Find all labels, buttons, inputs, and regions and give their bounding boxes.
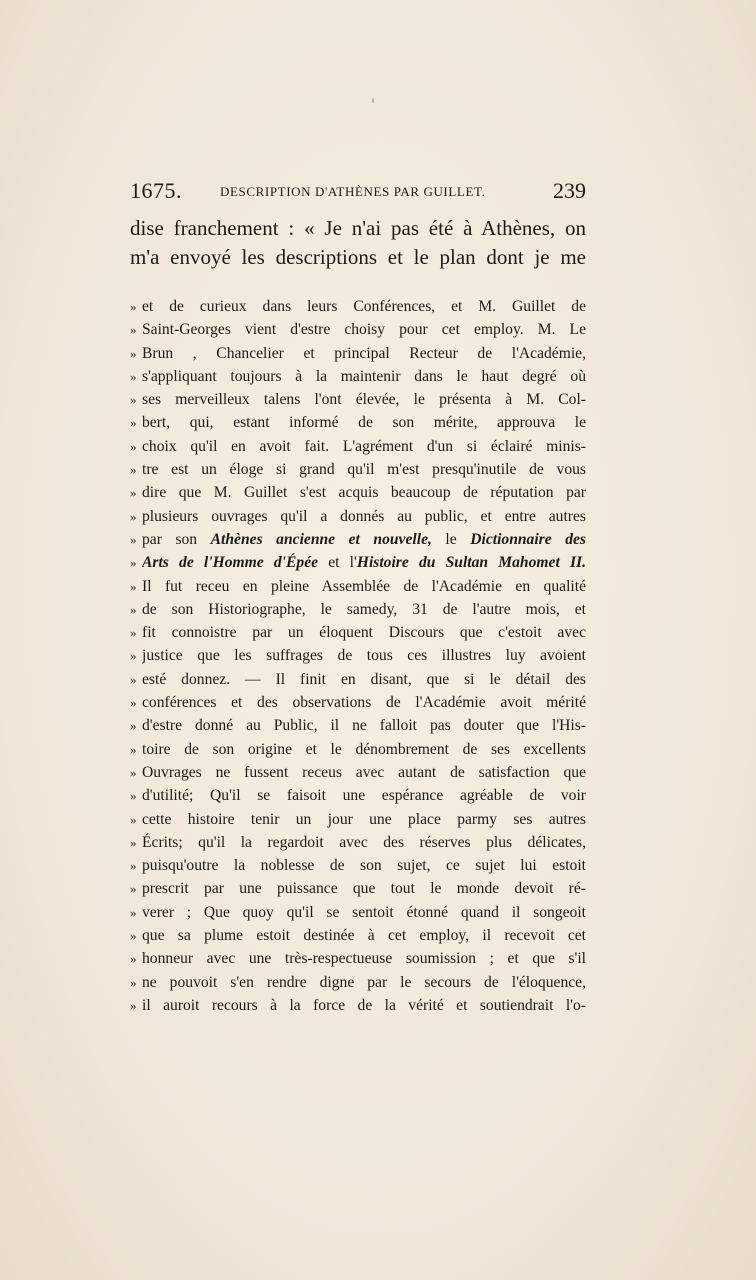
quote-mark: » [130, 578, 137, 594]
quote-text-segment: justice que les suffrages de tous ces illustres luy avoient [142, 647, 586, 665]
quote-text-segment: Saint-Georges vient d'estre choisy pour cet employ. M. Le [142, 321, 586, 339]
quote-text-segment: tre est un éloge si grand qu'il m'est presqu'inutile de vous [142, 461, 586, 479]
quote-line-text [142, 598, 586, 621]
quote-line-text [142, 994, 586, 1017]
quote-line-text [142, 854, 586, 877]
quote-mark: » [130, 718, 137, 734]
quote-line [130, 947, 586, 970]
quote-line-text [142, 971, 586, 994]
running-head-year: 1675. [130, 178, 182, 203]
quote-text-segment: cette histoire tenir un jour une place parmy ses autres [142, 810, 586, 828]
quote-line [130, 714, 586, 737]
quote-line [130, 342, 586, 365]
quote-text-segment: d'estre donné au Public, il ne falloit pas douter que l'His- [142, 717, 586, 735]
quote-text-segment: honneur avec une très-respectueuse soumission ; et que s'il [142, 950, 586, 968]
quote-line-text [142, 738, 586, 761]
quote-mark: » [130, 345, 137, 361]
quote-mark: » [130, 834, 137, 850]
quote-mark: » [130, 392, 137, 408]
body-text [130, 214, 586, 272]
quote-mark: » [130, 485, 137, 501]
quote-text-segment: ses merveilleux talens l'ont élevée, le présenta à M. Col- [142, 391, 586, 409]
running-head [130, 178, 586, 206]
quote-mark: » [130, 881, 137, 897]
quote-text-segment: dire que M. Guillet s'est acquis beaucoup de réputation par [142, 484, 586, 502]
quote-mark: » [130, 648, 137, 664]
quote-line [130, 318, 586, 341]
quote-text-segment: et de curieux dans leurs Conférences, et M. Guillet de [142, 298, 586, 315]
quote-text-segment: choix qu'il en avoit fait. L'agrément d'un si éclairé minis- [142, 437, 586, 455]
quote-line [130, 505, 586, 528]
quote-line [130, 668, 586, 691]
quote-line [130, 877, 586, 900]
quote-mark: » [130, 904, 137, 920]
quote-mark: » [130, 601, 137, 617]
quote-mark: » [130, 811, 137, 827]
quote-mark: » [130, 415, 137, 431]
quote-line-text [142, 365, 586, 388]
quote-line-text [142, 784, 586, 807]
quote-line-text [142, 435, 586, 458]
paper-speck [372, 98, 374, 103]
quote-line [130, 551, 586, 574]
quote-text-segment: Dictionnaire des [470, 530, 586, 548]
quote-text-segment: de son Historiographe, le samedy, 31 de l'autre mois, et [142, 600, 586, 618]
quote-line-text [142, 947, 586, 970]
quote-text-segment: fit connoistre par un éloquent Discours que c'estoit avec [142, 624, 586, 642]
quote-line [130, 924, 586, 947]
page-number: 239 [553, 178, 586, 203]
quote-mark: » [130, 997, 137, 1013]
quote-mark: » [130, 438, 137, 454]
quote-line-text [142, 808, 586, 831]
quote-mark: » [130, 951, 137, 967]
quote-line-text [142, 458, 586, 481]
quote-line [130, 621, 586, 644]
running-head-title: DESCRIPTION D'ATHÈNES PAR GUILLET. [220, 184, 486, 199]
quote-text-segment: que sa plume estoit destinée à cet employ, il recevoit cet [142, 927, 586, 945]
quote-line [130, 598, 586, 621]
quote-text-segment: Ouvrages ne fussent receus avec autant de satisfaction que [142, 763, 586, 781]
quote-line [130, 831, 586, 854]
quote-line-text [142, 505, 586, 528]
quote-mark: » [130, 974, 137, 990]
quote-line [130, 365, 586, 388]
quote-line-text [142, 481, 586, 504]
quote-text-segment: puisqu'outre la noblesse de son sujet, ce sujet lui estoit [142, 857, 586, 875]
quote-line-text [142, 342, 586, 365]
quote-mark: » [130, 858, 137, 874]
quote-line-text [142, 388, 586, 411]
quote-text-segment: toire de son origine et le dénombrement de ses excellents [142, 740, 586, 758]
quote-line-text [142, 318, 586, 341]
quote-line-text [142, 644, 586, 667]
quote-text-segment: par son [142, 530, 211, 548]
quote-line-text [142, 551, 586, 574]
quote-line [130, 761, 586, 784]
quote-mark: » [130, 368, 137, 384]
quote-text-segment: Il fut receu en pleine Assemblée de l'Académie en qualité [142, 577, 586, 595]
quote-line [130, 808, 586, 831]
quote-text-segment: Écrits; qu'il la regardoit avec des réserves plus délicates, [142, 833, 586, 851]
quoted-passage [130, 295, 586, 1017]
quote-line-text [142, 575, 586, 598]
quote-text-segment: il auroit recours à la force de la vérité et soutiendrait l'o- [142, 996, 586, 1014]
quote-mark: » [130, 671, 137, 687]
quote-text-segment: et l' [318, 554, 357, 572]
quote-text-segment: prescrit par une puissance que tout le monde devoit ré- [142, 880, 586, 898]
quote-line-text [142, 668, 586, 691]
quote-line [130, 854, 586, 877]
quote-line-text [142, 924, 586, 947]
quote-text-segment: plusieurs ouvrages qu'il a donnés au public, et entre autres [142, 507, 586, 525]
quote-text-segment: conférences et des observations de l'Académie avoit mérité [142, 694, 586, 712]
quote-mark: » [130, 625, 137, 641]
quote-text-segment: verer ; Que quoy qu'il se sentoit étonné quand il songeoit [142, 903, 586, 921]
quote-line [130, 388, 586, 411]
quote-line [130, 458, 586, 481]
quote-line [130, 994, 586, 1017]
quote-line [130, 691, 586, 714]
quote-mark: » [130, 322, 137, 338]
quote-mark: » [130, 788, 137, 804]
quote-text-segment: Arts de l'Homme d'Épée [142, 554, 319, 572]
quote-line-text [142, 621, 586, 644]
quote-line [130, 971, 586, 994]
quote-line-text [142, 411, 586, 434]
quote-mark: » [130, 764, 137, 780]
quote-line-text [142, 295, 586, 318]
quote-mark: » [130, 695, 137, 711]
quote-line [130, 481, 586, 504]
quote-text-segment: bert, qui, estant informé de son mérite, approuva le [142, 414, 586, 432]
quote-line [130, 528, 586, 551]
quote-text-segment: esté donnez. — Il finit en disant, que si le détail des [142, 670, 586, 688]
quote-line-text [142, 877, 586, 900]
quote-line [130, 411, 586, 434]
quote-line [130, 784, 586, 807]
quote-line-text [142, 901, 586, 924]
quote-mark: » [130, 741, 137, 757]
quote-text-segment: s'appliquant toujours à la maintenir dans le haut degré où [142, 367, 586, 385]
body-line: m'a envoyé les descriptions et le plan dont je me [130, 245, 586, 269]
quote-line [130, 738, 586, 761]
quote-text-segment: Athènes ancienne et nouvelle, [210, 530, 432, 548]
quote-mark: » [130, 508, 137, 524]
quote-line-text [142, 691, 586, 714]
quote-text-segment: Histoire du Sultan Mahomet II. [356, 554, 586, 572]
quote-line-text [142, 831, 586, 854]
quote-line [130, 901, 586, 924]
quote-line [130, 435, 586, 458]
quote-line [130, 575, 586, 598]
quote-line [130, 295, 586, 318]
quote-mark: » [130, 531, 137, 547]
quote-text-segment: d'utilité; Qu'il se faisoit une espérance agréable de voir [142, 787, 586, 805]
quote-text-segment: Brun , Chancelier et principal Recteur de l'Académie, [142, 344, 586, 362]
body-line: dise franchement : « Je n'ai pas été à Athènes, on [130, 216, 586, 240]
quote-line-text [142, 528, 586, 551]
quote-line-text [142, 714, 586, 737]
quote-mark: » [130, 299, 137, 314]
quote-mark: » [130, 555, 137, 571]
quote-line-text [142, 761, 586, 784]
quote-text-segment: ne pouvoit s'en rendre digne par le secours de l'éloquence, [142, 973, 586, 991]
quote-mark: » [130, 462, 137, 478]
quote-line [130, 644, 586, 667]
quote-mark: » [130, 928, 137, 944]
quote-text-segment: le [431, 530, 471, 548]
